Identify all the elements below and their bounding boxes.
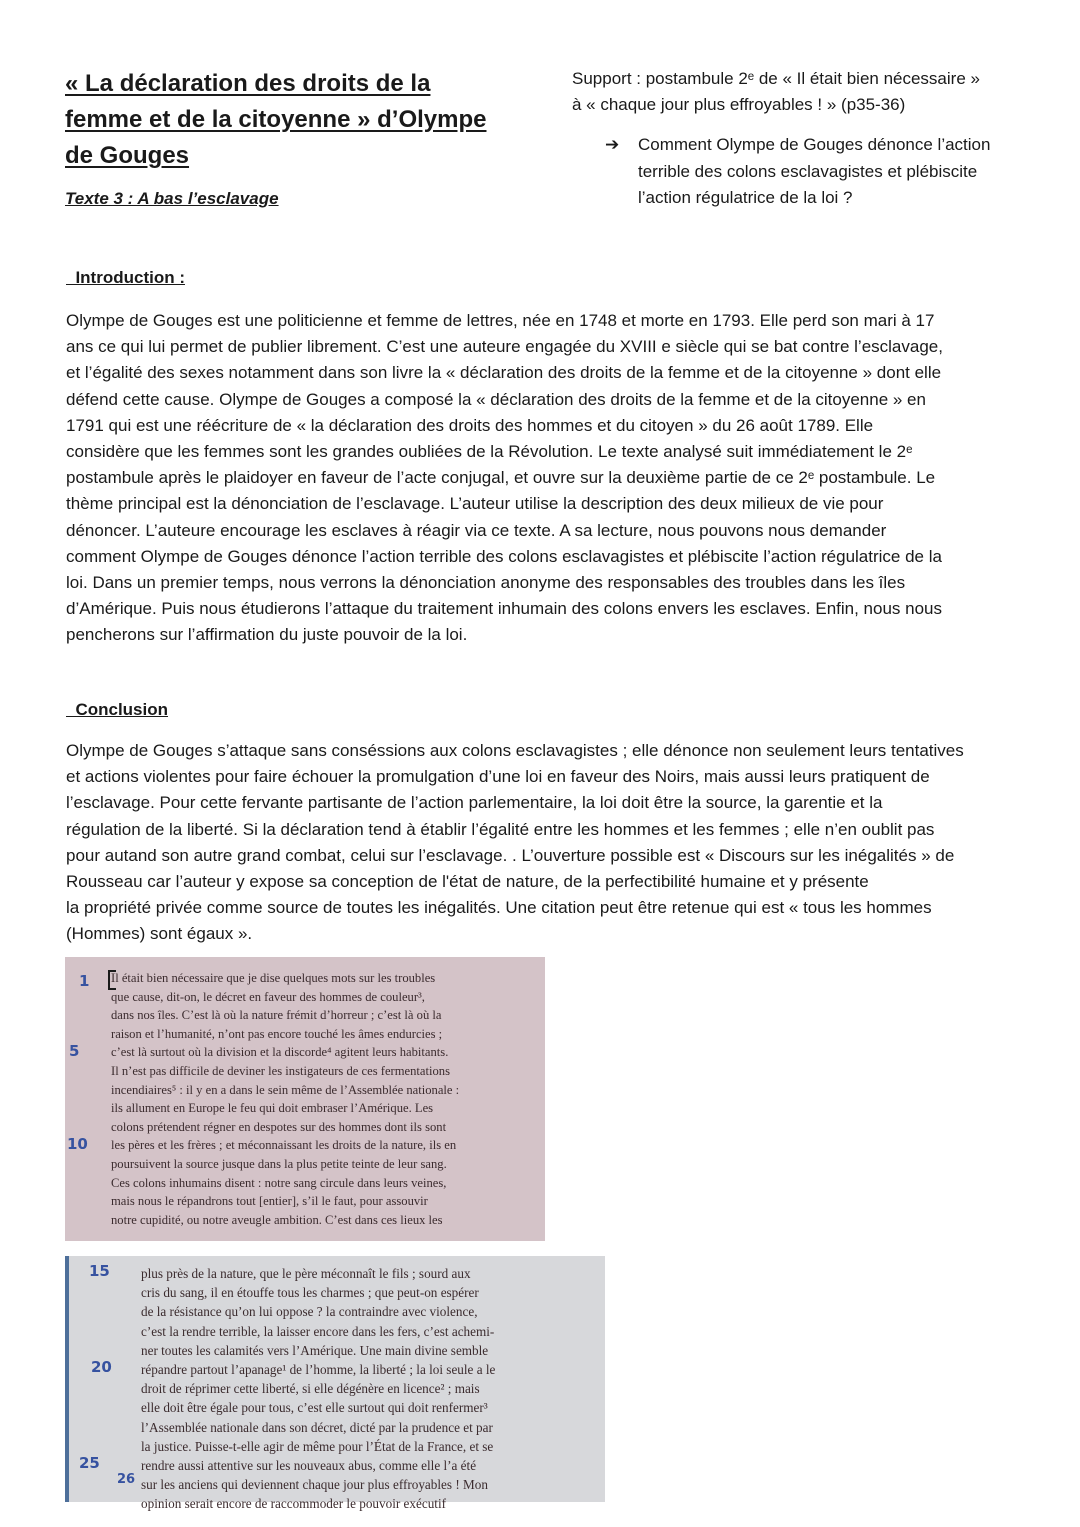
intro-line: comment Olympe de Gouges dénonce l’action terrible des colons esclavagistes et plébiscite l’action régulatrice de la [66,546,942,566]
problematique [605,132,1045,212]
excerpt-line: c’est la rendre terrible, la laisser encore dans les fers, c’est achemi- [141,1323,495,1339]
excerpt-line: c’est là surtout où la division et la discorde⁴ agitent leurs habitants. [111,1045,449,1060]
conclusion-line: l’esclavage. Pour cette fervante partisante de l’action parlementaire, la loi doit être la source, la garentie et la [66,793,883,813]
intro-line: défend cette cause. Olympe de Gouges a composé la « déclaration des droits de la femme et de la citoyenne » en [66,389,926,409]
excerpt-line: Il était bien nécessaire que je dise quelques mots sur les troubles [111,971,436,985]
conclusion-heading: Conclusion [75,700,169,719]
problematique-line-2: terrible des colons esclavagistes et plébiscite [638,161,978,181]
conclusion-line: la propriété privée comme source de toutes les inégalités. Une citation peut être retenue qui est « tous les hommes [66,898,932,918]
intro-line: ans ce qui lui permet de publier librement. C’est une auteure engagée du XVIII e siècle qui se bat contre l’esclavage, [66,337,943,357]
excerpt-line: de la résistance qu’on lui oppose ? la contraindre avec violence, [141,1304,478,1320]
arrow-right-icon: ➔ [605,135,620,154]
scanned-excerpt-1 [65,957,545,1241]
intro-line: Olympe de Gouges est une politicienne et femme de lettres, née en 1748 et morte en 1793. Elle perd son mari à 17 [66,311,935,330]
excerpt-line: ner toutes les calamités vers l’Amérique. Une main divine semble [141,1342,489,1358]
excerpt-line: que cause, dit-on, le décret en faveur des hommes de couleur³, [111,989,425,1004]
excerpt-1-text [111,969,537,1229]
intro-line: 1791 qui est une réécriture de « la déclaration des droits des hommes et du citoyen » du 26 août 1789. Elle [66,415,874,435]
title-line-2: femme et de la citoyenne » d’Olympe [65,106,487,133]
introduction-heading: Introduction : [75,268,185,287]
excerpt-line: mais nous le répandrons tout [entier], s’il le faut, pour assouvir [111,1194,428,1209]
line-marker: 26 [117,1472,136,1487]
intro-line: dénoncer. L’auteure encourage les esclaves à réagir via ce texte. A sa lecture, nous pouvons nous demander [66,520,887,540]
intro-line: considère que les femmes sont les grandes oubliées de la Révolution. Le texte analysé suit immédiatement le 2ᵉ [66,442,913,462]
excerpt-line: poursuivent la source jusque dans la plus petite teinte de leur sang. [111,1156,447,1171]
excerpt-line: l’Assemblée nationale dans son décret, dicté par la prudence et par [141,1419,493,1435]
excerpt-line: sur les anciens qui deviennent chaque jour plus effroyables ! Mon [141,1477,488,1493]
intro-line: pencherons sur l’affirmation du juste pouvoir de la loi. [66,625,468,645]
excerpt-line: colons prétendent régner en despotes sur des hommes dont ils sont [111,1119,447,1134]
intro-line: loi. Dans un premier temps, nous verrons la dénonciation anonyme des responsables des troubles dans les îles [66,573,906,593]
excerpt-line: opinion serait encore de raccommoder le pouvoir exécutif [141,1496,447,1512]
excerpt-line: raison et l’humanité, n’ont pas encore touché les âmes endurcies ; [111,1026,443,1041]
excerpt-line: répandre partout l’apanage¹ de l’homme, la liberté ; la loi seule a le [141,1362,496,1378]
excerpt-line: plus près de la nature, que le père méconnaît le fils ; sourd aux [141,1266,471,1281]
document-title [65,66,505,174]
excerpt-line: dans nos îles. C’est là où la nature frémit d’horreur ; c’est là où la [111,1008,442,1023]
excerpt-line: les pères et les frères ; et méconnaissant les droits de la nature, ils en [111,1138,457,1153]
conclusion-line: régulation de la liberté. Si la déclaration tend à établir l’égalité entre les hommes et les femmes ; elle n’en oublit pas [66,819,935,839]
excerpt-line: notre cupidité, ou notre aveugle ambition. C’est dans ces lieux les [111,1212,443,1227]
excerpt-line: cris du sang, il en étouffe tous les charmes ; que peut-on espérer [141,1285,479,1301]
line-marker: 15 [89,1262,110,1280]
excerpt-2-text [141,1264,599,1514]
conclusion-line: Rousseau car l’auteur y expose sa conception de l'état de nature, de la perfectibilité humaine et y présente [66,872,869,892]
excerpt-line: incendiaires⁵ : il y en a dans le sein même de l’Assemblée nationale : [111,1082,460,1097]
problematique-line-1: Comment Olympe de Gouges dénonce l’action [638,135,991,154]
support-line-2: à « chaque jour plus effroyables ! » (p35-36) [572,95,906,114]
excerpt-line: Ces colons inhumains disent : notre sang circule dans leurs veines, [111,1175,447,1190]
conclusion-line: Olympe de Gouges s’attaque sans conséssions aux colons esclavagistes ; elle dénonce non seulement leurs tentatives [66,741,964,760]
intro-line: et l’égalité des sexes notamment dans son livre la « déclaration des droits de la femme et de la citoyenne » dont elle [66,363,942,383]
excerpt-line: ils allument en Europe le feu qui doit embraser l’Amérique. Les [111,1101,434,1116]
excerpt-line: elle doit être égale pour tous, c’est elle surtout qui doit renfermer³ [141,1400,488,1416]
support-line-1: Support : postambule 2ᵉ de « Il était bien nécessaire » [572,69,980,88]
problematique-line-3: l’action régulatrice de la loi ? [638,188,853,207]
line-marker: 10 [67,1135,88,1153]
intro-line: d’Amérique. Puis nous étudierons l’attaque du traitement inhumain des colons envers les esclaves. Enfin, nous nous [66,599,943,619]
intro-line: thème principal est la dénonciation de l’esclavage. L’auteur utilise la description des deux milieux de vie pour [66,494,884,514]
scanned-excerpt-2 [65,1256,605,1512]
intro-line: postambule après le plaidoyer en faveur de l’acte conjugal, et ouvre sur la deuxième partie de ce 2ᵉ postambule. Le [66,468,936,488]
excerpt-line: la justice. Puisse-t-elle agir de même pour l’État de la France, et se [141,1438,494,1454]
line-marker: 20 [91,1358,112,1376]
conclusion-paragraph [66,738,1026,948]
excerpt-line: Il n’est pas difficile de deviner les instigateurs de ces fermentations [111,1063,450,1078]
title-line-1: « La déclaration des droits de la [65,70,431,97]
line-marker: 5 [69,1042,80,1060]
conclusion-line: (Hommes) sont égaux ». [66,924,253,944]
conclusion-line: et actions violentes pour faire échouer la promulgation d’une loi en faveur des Noirs, mais aussi leurs pratiquent de [66,767,930,787]
support-reference [572,66,1032,118]
conclusion-line: pour autand son autre grand combat, celui sur l’esclavage. . L’ouverture possible est « Discours sur les inégalités » de [66,845,955,865]
title-line-3: de Gouges [65,142,190,169]
excerpt-line: rendre aussi attentive sur les nouveaux abus, comme elle l’a été [141,1458,477,1474]
text-subtitle: Texte 3 : A bas l’esclavage [65,189,279,208]
excerpt-line: droit de réprimer cette liberté, si elle dégénère en licence² ; mais [141,1381,480,1397]
introduction-paragraph [66,308,1026,649]
line-marker: 25 [79,1454,100,1472]
line-marker: 1 [79,972,90,990]
